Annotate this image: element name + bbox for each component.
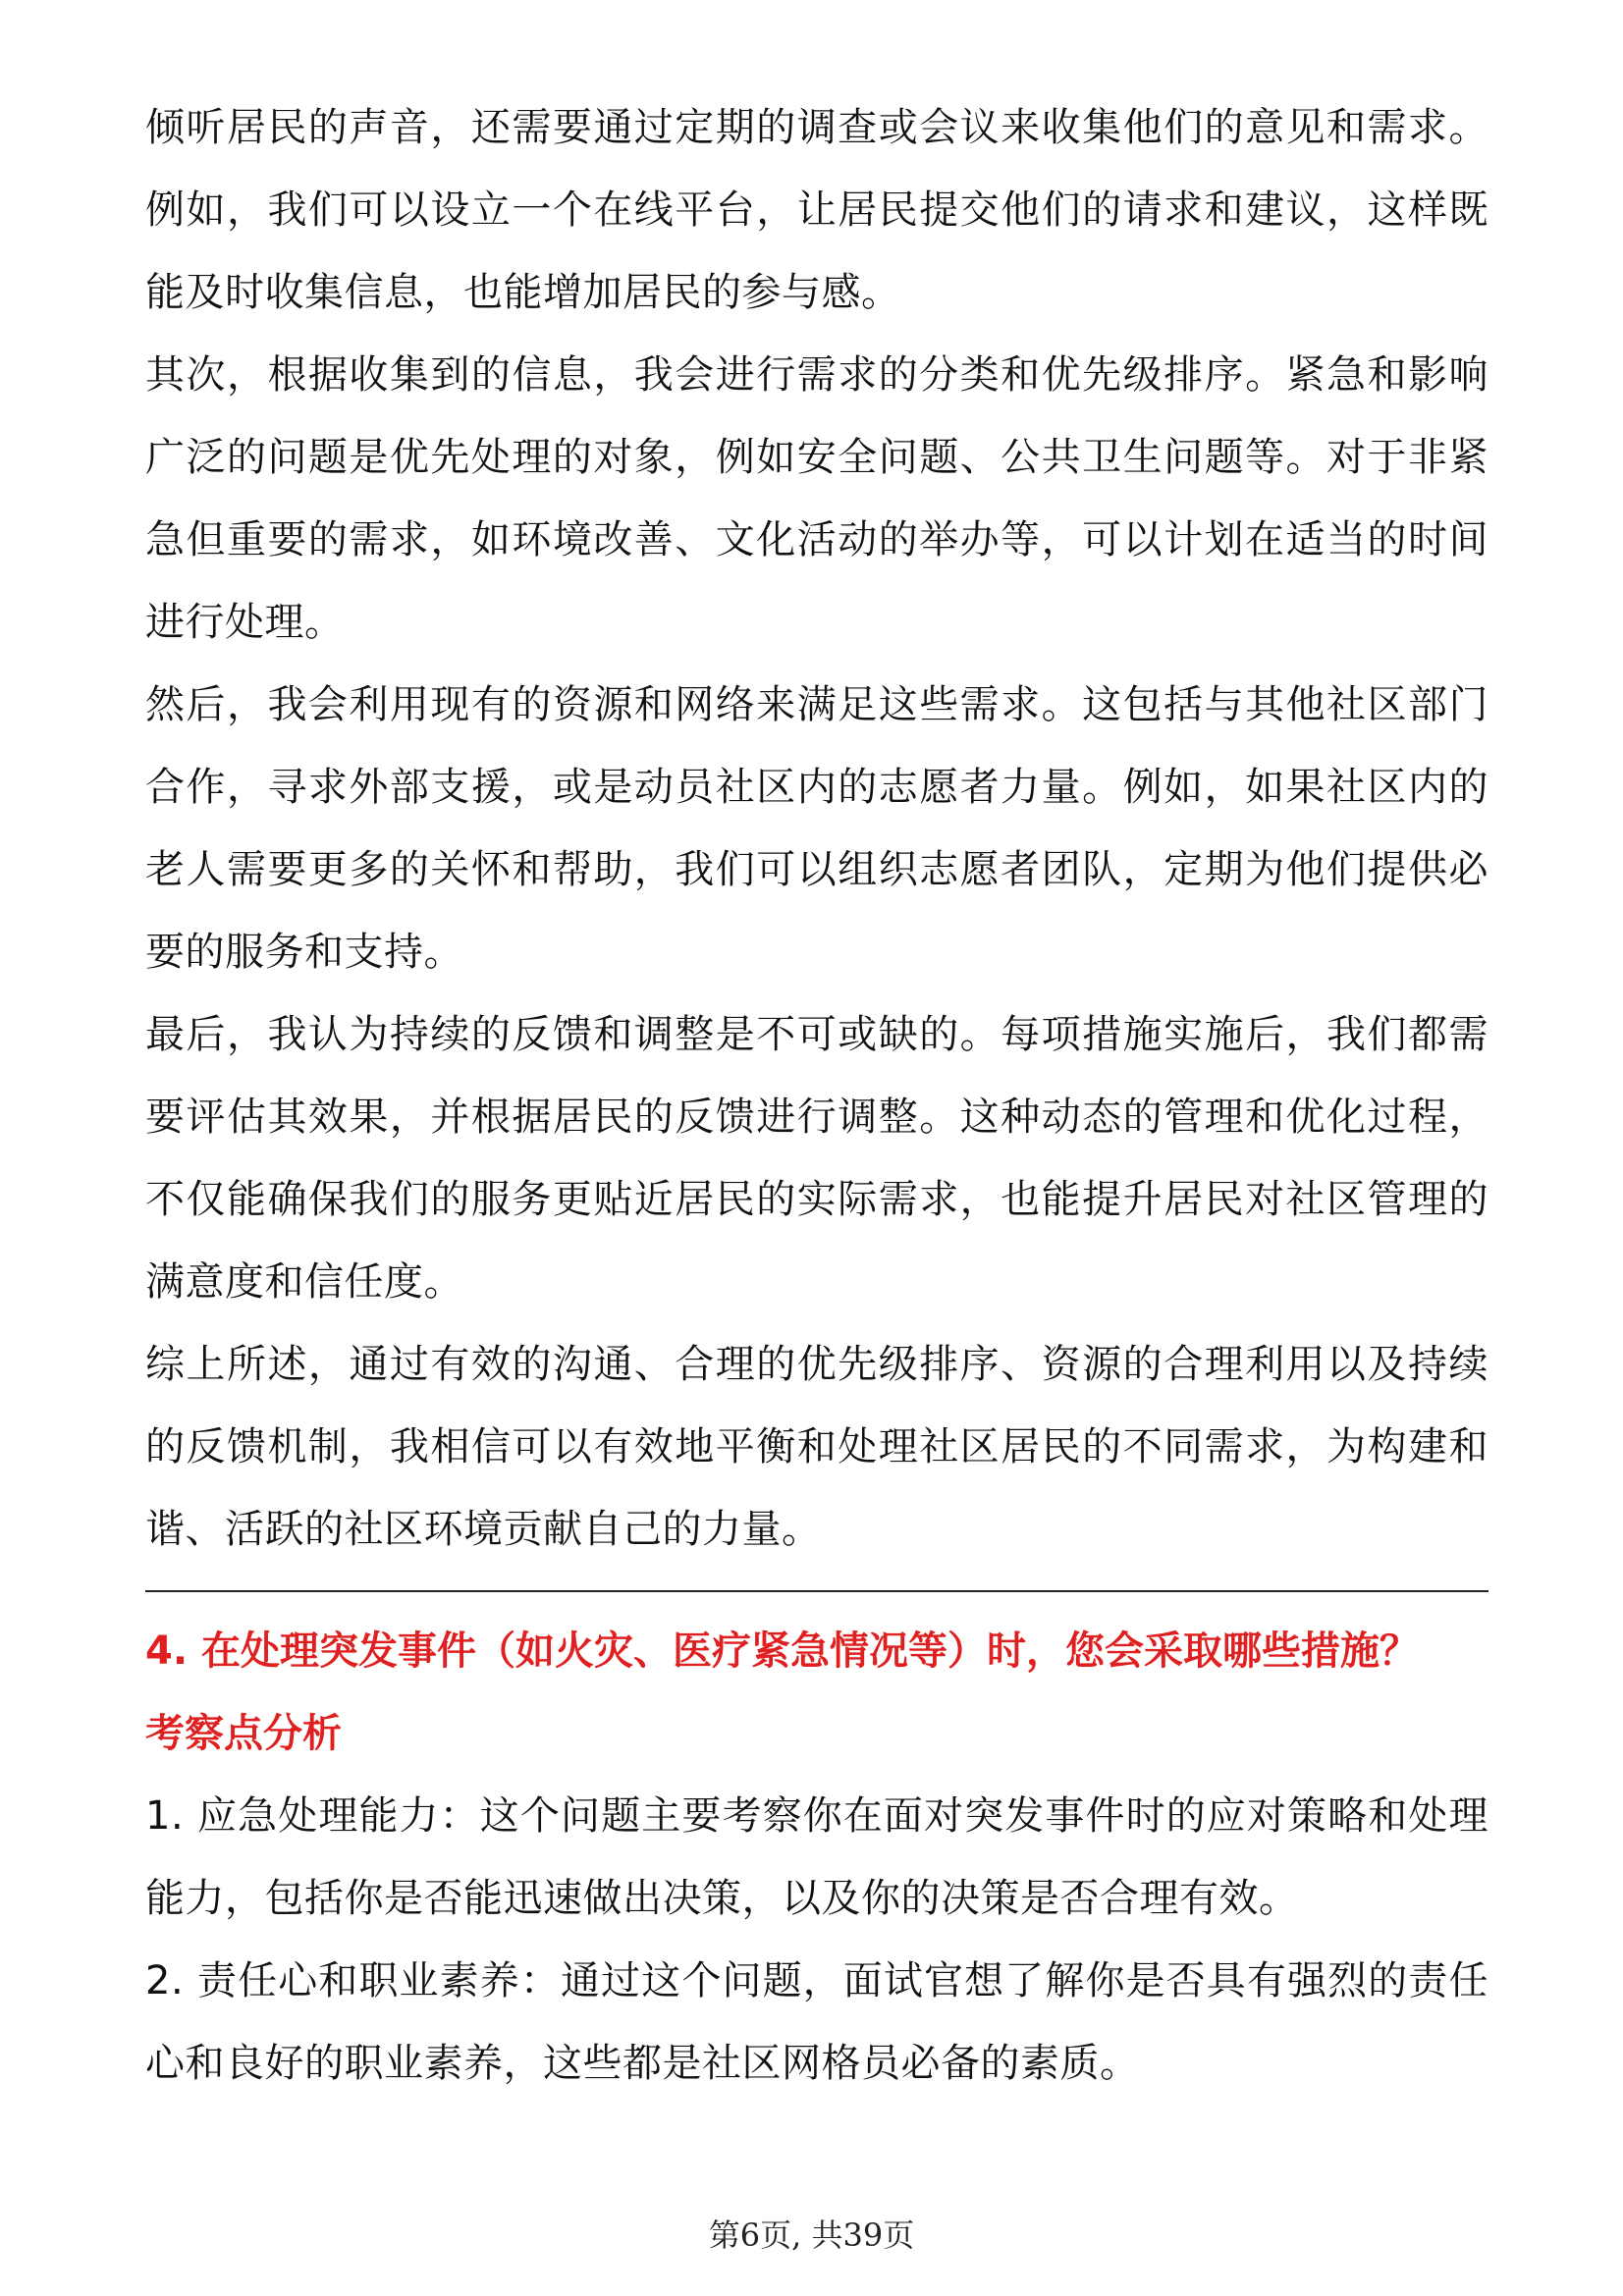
question-heading: 4. 在处理突发事件（如火灾、医疗紧急情况等）时，您会采取哪些措施？ — [145, 1629, 1419, 1674]
body-paragraph: 综上所述，通过有效的沟通、合理的优先级排序、资源的合理利用以及持续的反馈机制，我相信可以有效地平衡和处理社区居民的不同需求，为构建和谐、活跃的社区环境贡献自己的力量。 — [145, 1342, 1488, 1552]
analysis-point: 1. 应急处理能力：这个问题主要考察你在面对突发事件时的应对策略和处理能力，包括你是否能迅速做出决策，以及你的决策是否合理有效。 — [145, 1793, 1488, 1921]
body-paragraph: 然后，我会利用现有的资源和网络来满足这些需求。这包括与其他社区部门合作，寻求外部支援，或是动员社区内的志愿者力量。例如，如果社区内的老人需要更多的关怀和帮助，我们可以组织志愿者团队，定期为他们提供必要的服务和支持。 — [145, 682, 1488, 975]
page-content — [145, 86, 1488, 2105]
body-paragraph: 倾听居民的声音，还需要通过定期的调查或会议来收集他们的意见和需求。例如，我们可以设立一个在线平台，让居民提交他们的请求和建议，这样既能及时收集信息，也能增加居民的参与感。 — [145, 105, 1488, 315]
page-number: 第6页, 共39页 — [708, 2216, 915, 2254]
analysis-heading: 考察点分析 — [145, 1711, 342, 1756]
analysis-point: 2. 责任心和职业素养：通过这个问题，面试官想了解你是否具有强烈的责任心和良好的职业素养，这些都是社区网格员必备的素质。 — [145, 1958, 1488, 2086]
body-paragraph: 最后，我认为持续的反馈和调整是不可或缺的。每项措施实施后，我们都需要评估其效果，并根据居民的反馈进行调整。这种动态的管理和优化过程，不仅能确保我们的服务更贴近居民的实际需求，也能提升居民对社区管理的满意度和信任度。 — [145, 1012, 1488, 1305]
section-divider — [145, 1590, 1488, 1592]
body-paragraph: 其次，根据收集到的信息，我会进行需求的分类和优先级排序。紧急和影响广泛的问题是优先处理的对象，例如安全问题、公共卫生问题等。对于非紧急但重要的需求，如环境改善、文化活动的举办等，可以计划在适当的时间进行处理。 — [145, 352, 1488, 645]
